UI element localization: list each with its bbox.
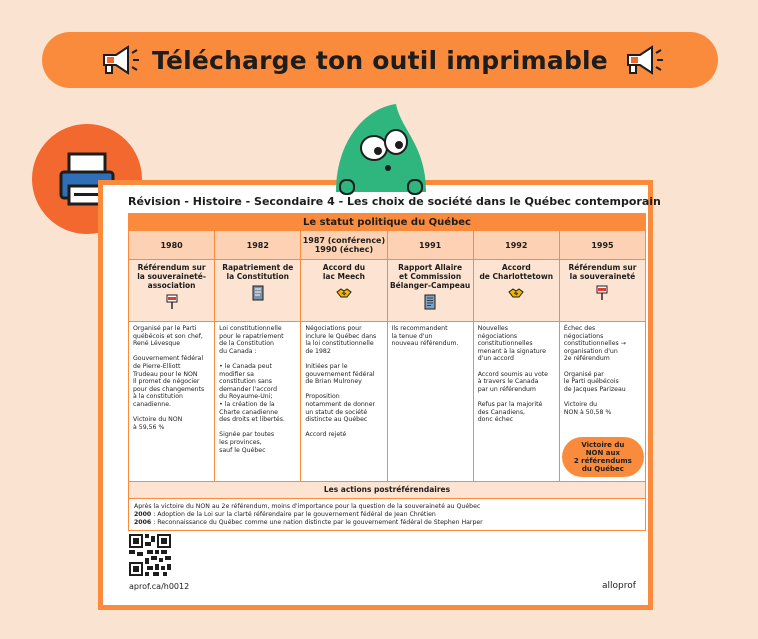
column-body <box>474 322 559 481</box>
event-name: Référendum sur la souveraineté- association <box>137 263 206 290</box>
handshake-icon <box>336 285 352 301</box>
timeline-column <box>215 231 301 481</box>
column-body <box>388 322 473 481</box>
timeline-columns <box>129 231 645 481</box>
after-line-text: : Adoption de la Loi sur la clarté référendaire par le gouvernement fédéral de Jean Chrétien <box>151 511 436 519</box>
after-line-year: 2006 <box>134 519 152 527</box>
column-year: 1991 <box>388 231 473 260</box>
event-name: Rapport Allaire et Commission Bélanger-Campeau <box>389 263 471 290</box>
brand-logo: alloprof <box>602 581 636 591</box>
column-year: 1982 <box>215 231 300 260</box>
timeline-column <box>301 231 387 481</box>
timeline-column <box>129 231 215 481</box>
column-year: 1995 <box>560 231 645 260</box>
column-body <box>129 322 214 481</box>
timeline-column <box>388 231 474 481</box>
column-text: Négociations pour inclure le Québec dans la loi constitutionnelle de 1982 Initiées par le gouvernement fédéral de Brian Mulroney Proposition notamment de donner un statut de société distincte au Québec Accord rejeté <box>305 325 377 439</box>
download-banner[interactable] <box>42 32 718 88</box>
document-title: Révision - Histoire - Secondaire 4 - Les choix de société dans le Québec contemporain <box>128 195 661 208</box>
column-text: Organisé par le Parti québécois et son chef, René Lévesque Gouvernement fédéral de Pierre-Elliott Trudeau pour le NON Il promet de négocier pour des changements à la constitution canadienne. Victoire du NON à 59,56 % <box>133 325 205 431</box>
document-icon <box>250 285 266 301</box>
after-title: Les actions postréférendaires <box>129 481 645 499</box>
column-body <box>215 322 300 481</box>
column-event <box>215 260 300 322</box>
column-event <box>474 260 559 322</box>
after-line-year: 2000 <box>134 511 152 519</box>
vote-sign-icon <box>594 285 610 301</box>
column-event <box>129 260 214 322</box>
after-line <box>134 503 640 511</box>
after-line-text: : Reconnaissance du Québec comme une nation distincte par le gouvernement fédéral de Stephen Harper <box>151 519 483 527</box>
event-name: Référendum sur la souveraineté <box>568 263 637 281</box>
after-line <box>134 519 640 527</box>
megaphone-icon <box>96 43 140 77</box>
after-line-text: Après la victoire du NON au 2e référendum, moins d'importance pour la question de la souveraineté au Québec <box>134 503 481 510</box>
victory-note: Victoire du NON aux 2 référendums du Québec <box>562 437 644 477</box>
event-name: Rapatriement de la Constitution <box>222 263 294 281</box>
megaphone-icon <box>620 43 664 77</box>
after-list <box>129 499 645 532</box>
vote-sign-icon <box>164 294 180 310</box>
mascot-illustration <box>296 100 466 200</box>
short-link[interactable]: aprof.ca/h0012 <box>129 582 190 591</box>
column-body <box>301 322 386 481</box>
handshake-icon <box>508 285 524 301</box>
column-body <box>560 322 645 481</box>
qr-code[interactable] <box>129 534 171 576</box>
report-icon <box>422 294 438 310</box>
column-text: Échec des négociations constitutionnelles → organisation d'un 2e référendum Organisé par le Parti québécois de Jacques Parizeau Victoire du NON à 50,58 % <box>563 325 626 416</box>
timeline-column <box>474 231 560 481</box>
event-name: Accord du lac Meech <box>322 263 366 281</box>
banner-title: Télécharge ton outil imprimable <box>152 45 608 75</box>
column-text: Loi constitutionnelle pour le rapatriement de la Constitution du Canada : • le Canada peut modifier sa constitution sans demander l'accord du Royaume-Uni; • la création de la Charte canadienne des droits et libertés. Signée par toutes les provinces, sauf le Québec <box>219 325 285 454</box>
status-table <box>128 213 646 531</box>
event-name: Accord de Charlottetown <box>479 263 554 281</box>
column-year: 1980 <box>129 231 214 260</box>
column-year: 1992 <box>474 231 559 260</box>
column-text: Ils recommandent la tenue d'un nouveau référendum. <box>391 325 459 348</box>
table-title: Le statut politique du Québec <box>129 214 645 231</box>
column-event <box>388 260 473 322</box>
timeline-column <box>560 231 645 481</box>
column-event <box>560 260 645 322</box>
column-event <box>301 260 386 322</box>
column-text: Nouvelles négociations constitutionnelles menant à la signature d'un accord Accord soumis au vote à travers le Canada par un référendum Refus par la majorité des Canadiens, donc échec <box>477 325 548 424</box>
column-year: 1987 (conférence) 1990 (échec) <box>301 231 386 260</box>
